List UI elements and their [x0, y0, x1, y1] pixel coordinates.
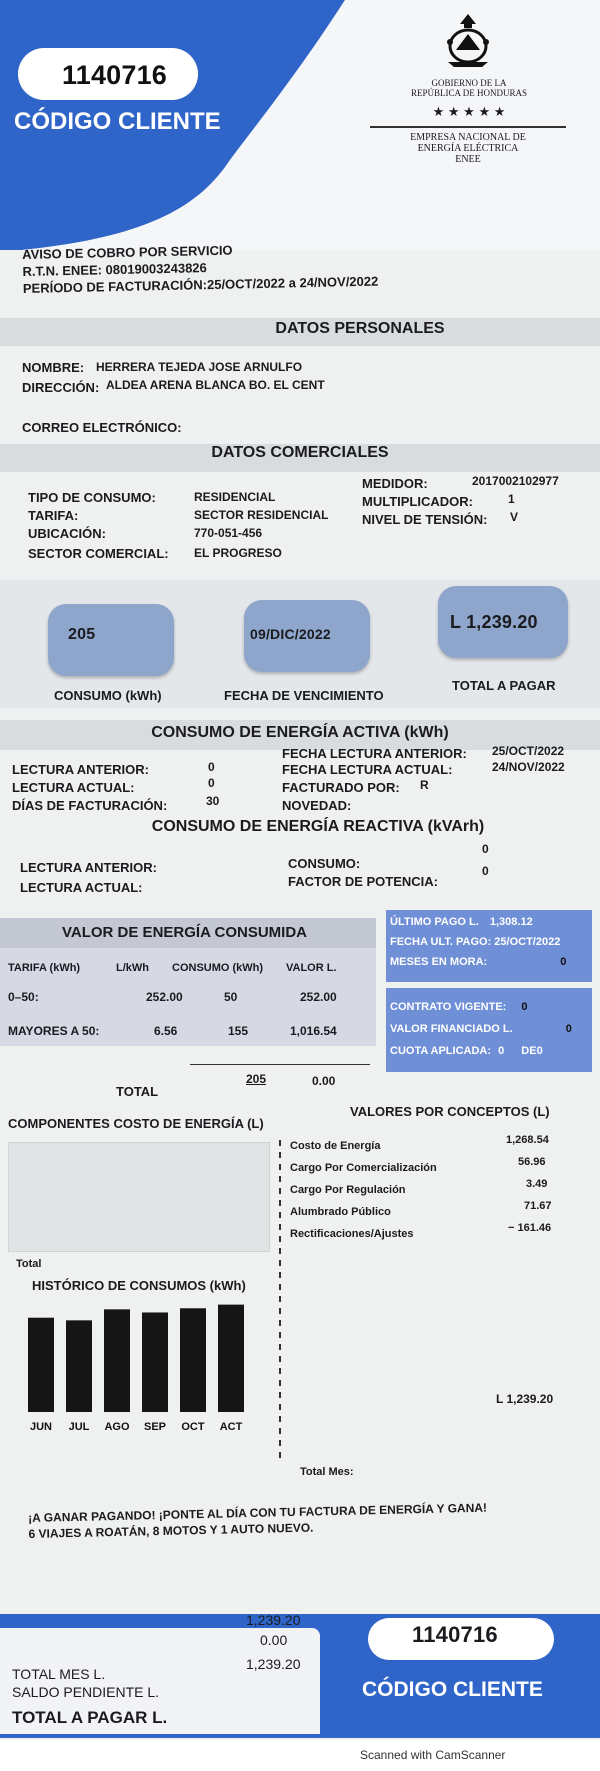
concept-label-comercializacion: Cargo Por Comercialización: [290, 1162, 437, 1174]
history-tick-oct: OCT: [181, 1421, 205, 1433]
honduras-coat-of-arms-icon: [442, 12, 494, 68]
concepts-total-value: L 1,239.20: [496, 1392, 554, 1406]
concept-value-regulacion: 3.49: [526, 1178, 548, 1190]
enee-label: [370, 132, 566, 165]
promo-line1: ¡A GANAR PAGANDO! ¡PONTE AL DÍA CON TU FACTURA DE ENERGÍA Y GANA!: [28, 1500, 488, 1525]
history-chart-svg: [20, 1280, 250, 1440]
concept-value-energia: 1,268.54: [506, 1134, 549, 1146]
meses-mora-value: 0: [560, 956, 567, 968]
energy-total-consumo: 205: [246, 1072, 267, 1086]
concepts-divider: [279, 1140, 281, 1460]
active-lect-ant-label: LECTURA ANTERIOR:: [12, 762, 149, 777]
concept-value-ajustes: − 161.46: [508, 1222, 552, 1234]
footer-saldo-label: SALDO PENDIENTE L.: [12, 1684, 160, 1700]
concept-row: [290, 1222, 578, 1240]
tipo-consumo-value: RESIDENCIAL: [194, 490, 276, 504]
active-facturado-value: R: [420, 778, 429, 792]
reactive-factor-value: 0: [482, 864, 489, 878]
ubicacion-label: UBICACIÓN:: [28, 526, 106, 541]
footer-total-mes-value: 1,239.20: [246, 1612, 301, 1628]
history-bar-ago: [104, 1309, 130, 1412]
active-novedad-label: NOVEDAD:: [282, 798, 352, 813]
concepts-title: VALORES POR CONCEPTOS (L): [350, 1104, 550, 1119]
cuota-aplicada-label: CUOTA APLICADA:: [390, 1045, 492, 1057]
active-dias-value: 30: [206, 794, 220, 808]
fecha-ult-pago-label: FECHA ULT. PAGO:: [390, 936, 492, 948]
cuota-de-label: DE: [521, 1045, 537, 1057]
energy-total-rule: [190, 1064, 370, 1065]
concept-label-ajustes: Rectificaciones/Ajustes: [290, 1228, 414, 1240]
components-title: COMPONENTES COSTO DE ENERGÍA (L): [8, 1116, 264, 1131]
reactive-lect-ant-label: LECTURA ANTERIOR:: [20, 860, 157, 875]
footer-total-pagar-label: TOTAL A PAGAR L.: [12, 1708, 168, 1727]
active-fecha-act-value: 24/NOV/2022: [492, 760, 565, 774]
footer-saldo-value: 0.00: [260, 1632, 288, 1648]
footer-client-code: 1140716: [412, 1622, 498, 1647]
notice-rtn: R.T.N. ENEE: 08019003243826: [22, 260, 207, 279]
col-valor-header: VALOR L.: [286, 962, 337, 974]
concept-row: [290, 1178, 578, 1196]
active-fecha-act-label: FECHA LECTURA ACTUAL:: [282, 762, 453, 777]
consumo-label: CONSUMO (kWh): [54, 688, 162, 703]
tarifa-label: TARIFA:: [28, 508, 79, 523]
concept-row: [290, 1134, 578, 1152]
col-tarifa-header: TARIFA (kWh): [8, 962, 81, 974]
row2-consumo: 155: [228, 1024, 249, 1038]
email-label: CORREO ELECTRÓNICO:: [22, 420, 182, 435]
ultimo-pago-value: 1,308.12: [489, 916, 533, 928]
tarifa-value: SECTOR RESIDENCIAL: [194, 508, 329, 522]
history-chart-title: HISTÓRICO DE CONSUMOS (kWh): [32, 1278, 246, 1293]
concept-label-energia: Costo de Energía: [290, 1140, 381, 1152]
address-label: DIRECCIÓN:: [22, 380, 100, 395]
address-value: ALDEA ARENA BLANCA BO. EL CENT: [106, 378, 325, 392]
active-fecha-ant-label: FECHA LECTURA ANTERIOR:: [282, 746, 467, 761]
history-bar-oct: [180, 1308, 206, 1412]
tipo-consumo-label: TIPO DE CONSUMO:: [28, 490, 156, 505]
reactive-title: CONSUMO DE ENERGÍA REACTIVA (kVArh): [151, 818, 485, 835]
row1-tarifa: 0–50:: [8, 990, 39, 1004]
scanned-watermark: Scanned with CamScanner: [360, 1748, 506, 1762]
concept-label-regulacion: Cargo Por Regulación: [290, 1184, 406, 1196]
scanned-band: [0, 1740, 600, 1771]
energy-total-label: TOTAL: [116, 1084, 159, 1099]
concept-row: [290, 1200, 578, 1218]
name-value: HERRERA TEJEDA JOSE ARNULFO: [96, 360, 303, 374]
history-chart: [20, 1280, 250, 1440]
consumo-pill: [48, 604, 174, 676]
row2-tarifa: MAYORES A 50:: [8, 1024, 100, 1038]
history-bar-act: [218, 1305, 244, 1412]
vencimiento-value: 09/DIC/2022: [250, 626, 331, 642]
header-divider: [370, 126, 566, 128]
government-line2: REPÚBLICA DE HONDURAS: [410, 88, 527, 98]
row2-valor: 1,016.54: [290, 1024, 337, 1038]
cuota-aplicada-value: 0: [498, 1045, 505, 1057]
sector-label: SECTOR COMERCIAL:: [28, 546, 169, 561]
concept-row: [290, 1156, 578, 1174]
footer-total-mes-label: TOTAL MES L.: [12, 1666, 106, 1682]
tension-value: V: [510, 510, 519, 524]
history-tick-jun: JUN: [29, 1421, 53, 1433]
stars-row: ★ ★ ★ ★ ★: [432, 104, 506, 119]
multiplicador-value: 1: [508, 492, 515, 506]
reactive-factor-label: FACTOR DE POTENCIA:: [288, 874, 438, 889]
concept-label-alumbrado: Alumbrado Público: [290, 1206, 391, 1218]
history-bar-jul: [66, 1320, 92, 1412]
total-value: L 1,239.20: [450, 612, 538, 632]
energy-total-valor: 0.00: [312, 1074, 336, 1088]
notice-block: [22, 239, 378, 297]
name-label: NOMBRE:: [22, 360, 85, 375]
energy-value-title: VALOR DE ENERGÍA CONSUMIDA: [62, 924, 308, 941]
personal-title: DATOS PERSONALES: [275, 320, 445, 337]
active-facturado-label: FACTURADO POR:: [282, 780, 400, 795]
vencimiento-label: FECHA DE VENCIMIENTO: [224, 688, 384, 703]
row1-lkwh: 252.00: [146, 990, 183, 1004]
footer-total-pagar-value: 1,239.20: [246, 1656, 301, 1672]
components-chart-area: [8, 1142, 270, 1252]
contrato-vigente-value: 0: [521, 1001, 528, 1013]
client-code-label: CÓDIGO CLIENTE: [14, 108, 221, 135]
ubicacion-value: 770-051-456: [194, 526, 263, 540]
government-line1: GOBIERNO DE LA: [431, 78, 507, 88]
consumo-value: 205: [68, 626, 96, 643]
active-lect-act-value: 0: [208, 776, 215, 790]
history-tick-jul: JUL: [68, 1421, 90, 1433]
last-payment-content: [390, 912, 590, 972]
meses-mora-label: MESES EN MORA:: [390, 956, 488, 968]
history-bar-sep: [142, 1312, 168, 1412]
contrato-vigente-label: CONTRATO VIGENTE:: [390, 1001, 507, 1013]
concepts-total-mes-label: Total Mes:: [300, 1466, 354, 1478]
ultimo-pago-label: ÚLTIMO PAGO L.: [390, 916, 479, 928]
enee-line3: ENEE: [455, 154, 481, 165]
footer-client-code-label: CÓDIGO CLIENTE: [362, 1678, 543, 1701]
medidor-label: MEDIDOR:: [362, 476, 428, 491]
concept-value-alumbrado: 71.67: [524, 1200, 552, 1212]
active-fecha-ant-value: 25/OCT/2022: [492, 744, 565, 758]
notice-period: PERÍODO DE FACTURACIÓN:25/OCT/2022 a 24/NOV/2022: [22, 273, 379, 296]
total-label: TOTAL A PAGAR: [452, 678, 556, 693]
fecha-ult-pago-value: 25/OCT/2022: [494, 936, 561, 948]
col-consumo-header: CONSUMO (kWh): [172, 962, 264, 974]
row1-consumo: 50: [224, 990, 238, 1004]
client-code-value: 1140716: [62, 60, 168, 90]
concept-value-comercializacion: 56.96: [518, 1156, 546, 1168]
multiplicador-label: MULTIPLICADOR:: [362, 494, 473, 509]
sector-value: EL PROGRESO: [194, 546, 282, 560]
valor-financiado-label: VALOR FINANCIADO L.: [390, 1023, 513, 1035]
active-lect-ant-value: 0: [208, 760, 215, 774]
active-dias-label: DÍAS DE FACTURACIÓN:: [12, 798, 168, 813]
medidor-value: 2017002102977: [472, 474, 559, 488]
history-tick-sep: SEP: [143, 1421, 167, 1433]
promo-line2: 6 VIAJES A ROATÁN, 8 MOTOS Y 1 AUTO NUEVO.: [28, 1520, 314, 1541]
history-tick-ago: AGO: [104, 1421, 130, 1433]
row1-valor: 252.00: [300, 990, 337, 1004]
notice-title: AVISO DE COBRO POR SERVICIO: [22, 242, 233, 262]
reactive-lect-act-label: LECTURA ACTUAL:: [20, 880, 143, 895]
valor-financiado-value: 0: [565, 1023, 572, 1035]
promo-text: [28, 1498, 569, 1542]
government-label: [394, 78, 544, 98]
history-bar-jun: [28, 1318, 54, 1412]
tension-label: NIVEL DE TENSIÓN:: [362, 512, 488, 527]
contract-content: [390, 996, 590, 1062]
components-total-label: Total: [16, 1258, 42, 1270]
reactive-consumo-label: CONSUMO:: [288, 856, 361, 871]
col-lkwh-header: L/kWh: [116, 962, 149, 974]
row2-lkwh: 6.56: [154, 1024, 178, 1038]
active-lect-act-label: LECTURA ACTUAL:: [12, 780, 135, 795]
enee-line2: ENERGÍA ELÉCTRICA: [417, 143, 519, 154]
enee-line1: EMPRESA NACIONAL DE: [410, 132, 526, 143]
cuota-de-value: 0: [536, 1045, 543, 1057]
reactive-consumo-value: 0: [482, 842, 489, 856]
history-tick-act: ACT: [219, 1421, 243, 1433]
commercial-title: DATOS COMERCIALES: [211, 444, 389, 461]
active-title: CONSUMO DE ENERGÍA ACTIVA (kWh): [151, 724, 449, 741]
